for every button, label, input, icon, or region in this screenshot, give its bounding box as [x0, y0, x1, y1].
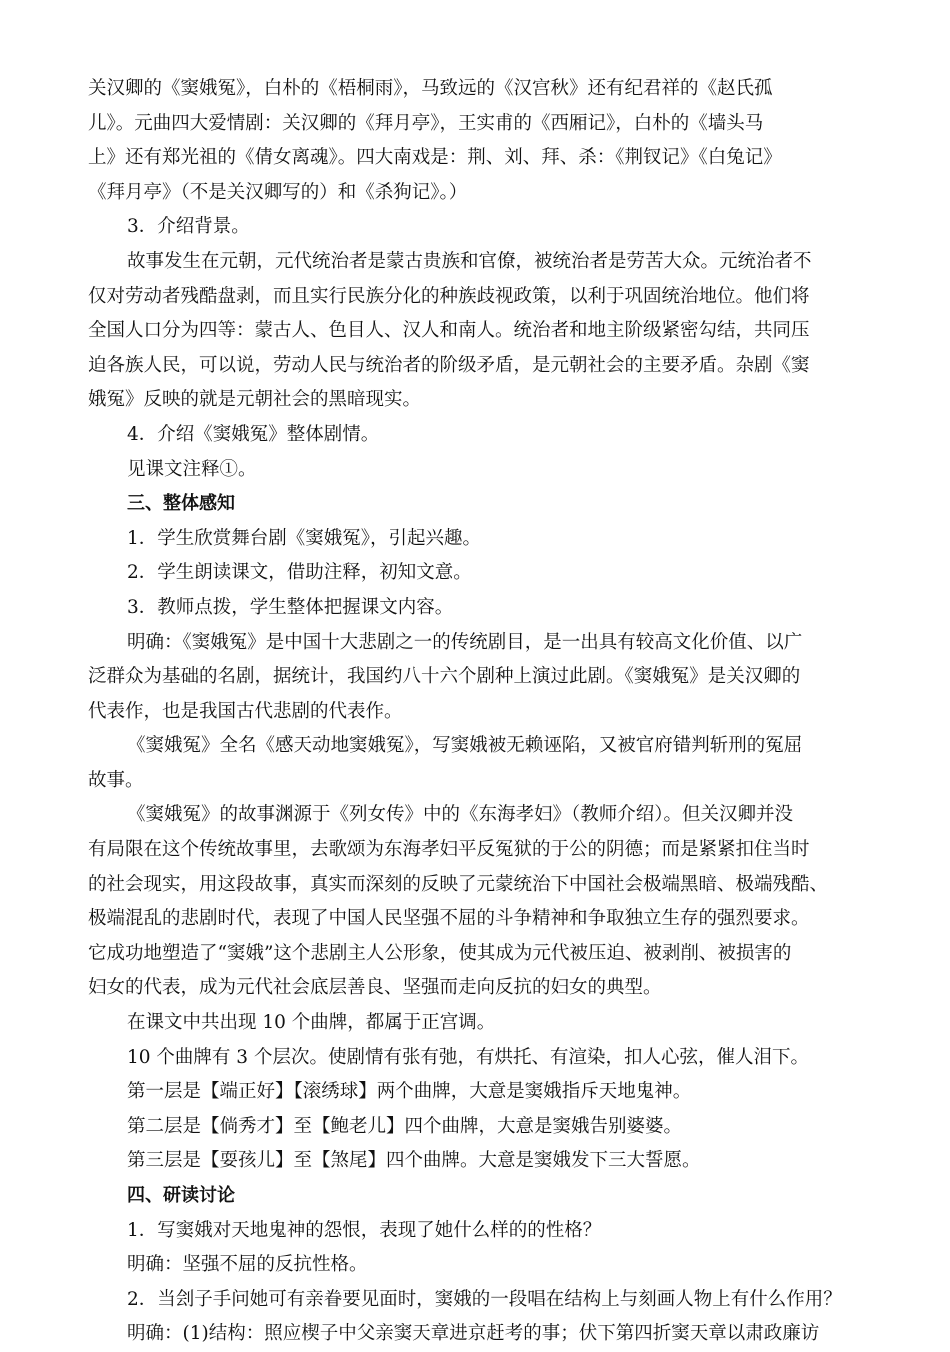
text-line: 第一层是【端正好】【滚绣球】两个曲牌，大意是窦娥指斥天地鬼神。 — [127, 1081, 692, 1103]
text-line: 在课文中共出现 10 个曲牌，都属于正宫调。 — [127, 1012, 496, 1034]
text-line: 明确：(1)结构：照应楔子中父亲窦天章进京赶考的事；伏下第四折窦天章以肃政廉访 — [127, 1323, 820, 1345]
text-line: 它成功地塑造了“窦娥”这个悲剧主人公形象，使其成为元代被压迫、被剥削、被损害的 — [88, 942, 792, 964]
text-line: 的社会现实，用这段故事，真实而深刻的反映了元蒙统治下中国社会极端黑暗、极端残酷、 — [88, 873, 829, 895]
text-line: 有局限在这个传统故事里，去歌颂为东海孝妇平反冤狱的于公的阴德；而是紧紧扣住当时 — [88, 839, 810, 861]
text-line: 妇女的代表，成为元代社会底层善良、坚强而走向反抗的妇女的典型。 — [88, 977, 662, 999]
text-line: 4．介绍《窦娥冤》整体剧情。 — [127, 423, 380, 445]
text-line: 10 个曲牌有 3 个层次。使剧情有张有弛，有烘托、有渲染，扣人心弦，催人泪下。 — [127, 1046, 809, 1068]
text-line: 迫各族人民，可以说，劳动人民与统治者的阶级矛盾，是元朝社会的主要矛盾。杂剧《窦 — [88, 354, 810, 376]
text-line: 儿》。元曲四大爱情剧：关汉卿的《拜月亭》，王实甫的《西厢记》，白朴的《墙头马 — [88, 112, 764, 134]
text-line: 《拜月亭》（不是关汉卿写的）和《杀狗记》。） — [88, 181, 468, 203]
text-line: 泛群众为基础的名剧，据统计，我国约八十六个剧种上演过此剧。《窦娥冤》是关汉卿的 — [88, 666, 801, 688]
text-line: 代表作，也是我国古代悲剧的代表作。 — [88, 700, 403, 722]
text-line: 关汉卿的《窦娥冤》，白朴的《梧桐雨》，马致远的《汉宫秋》还有纪君祥的《赵氏孤 — [88, 78, 773, 99]
document-page — [88, 72, 868, 1352]
section-heading: 三、整体感知 — [127, 493, 235, 515]
text-line: 故事。 — [88, 769, 144, 791]
text-line: 仅对劳动者残酷盘剥，而且实行民族分化的种族歧视政策，以利于巩固统治地位。他们将 — [88, 285, 810, 307]
text-line: 2．当刽子手问她可有亲眷要见面时，窦娥的一段唱在结构上与刻画人物上有什么作用？ — [127, 1288, 842, 1310]
text-line: 上》还有郑光祖的《倩女离魂》。四大南戏是：荆、刘、拜、杀：《荆钗记》《白兔记》 — [88, 147, 782, 169]
text-line: 娥冤》反映的就是元朝社会的黑暗现实。 — [88, 389, 422, 411]
text-line: 明确：坚强不屈的反抗性格。 — [127, 1254, 368, 1276]
text-line: 《窦娥冤》的故事渊源于《列女传》中的《东海孝妇》（教师介绍）。但关汉卿并没 — [127, 804, 794, 826]
text-line: 1．写窦娥对天地鬼神的怨恨，表现了她什么样的的性格？ — [127, 1219, 602, 1241]
text-line: 全国人口分为四等：蒙古人、色目人、汉人和南人。统治者和地主阶级紧密勾结，共同压 — [88, 320, 810, 342]
text-line: 极端混乱的悲剧时代，表现了中国人民坚强不屈的斗争精神和争取独立生存的强烈要求。 — [88, 908, 810, 930]
text-line: 1．学生欣赏舞台剧《窦娥冤》，引起兴趣。 — [127, 527, 482, 549]
text-line: 故事发生在元朝，元代统治者是蒙古贵族和官僚，被统治者是劳苦大众。元统治者不 — [127, 250, 812, 272]
text-line: 3．教师点拨，学生整体把握课文内容。 — [127, 596, 454, 618]
section-heading: 四、研读讨论 — [127, 1185, 235, 1206]
text-line: 见课文注释①。 — [127, 458, 257, 480]
text-line: 第三层是【耍孩儿】至【煞尾】四个曲牌。大意是窦娥发下三大誓愿。 — [127, 1150, 701, 1172]
text-line: 3．介绍背景。 — [127, 216, 250, 238]
text-line: 2．学生朗读课文，借助注释，初知文意。 — [127, 562, 472, 584]
text-line: 第二层是【倘秀才】至【鲍老儿】四个曲牌，大意是窦娥告别婆婆。 — [127, 1115, 683, 1137]
text-line: 《窦娥冤》全名《感天动地窦娥冤》，写窦娥被无赖诬陷，又被官府错判斩刑的冤屈 — [127, 735, 803, 757]
text-line: 明确：《窦娥冤》是中国十大悲剧之一的传统剧目，是一出具有较高文化价值、以广 — [127, 631, 803, 653]
